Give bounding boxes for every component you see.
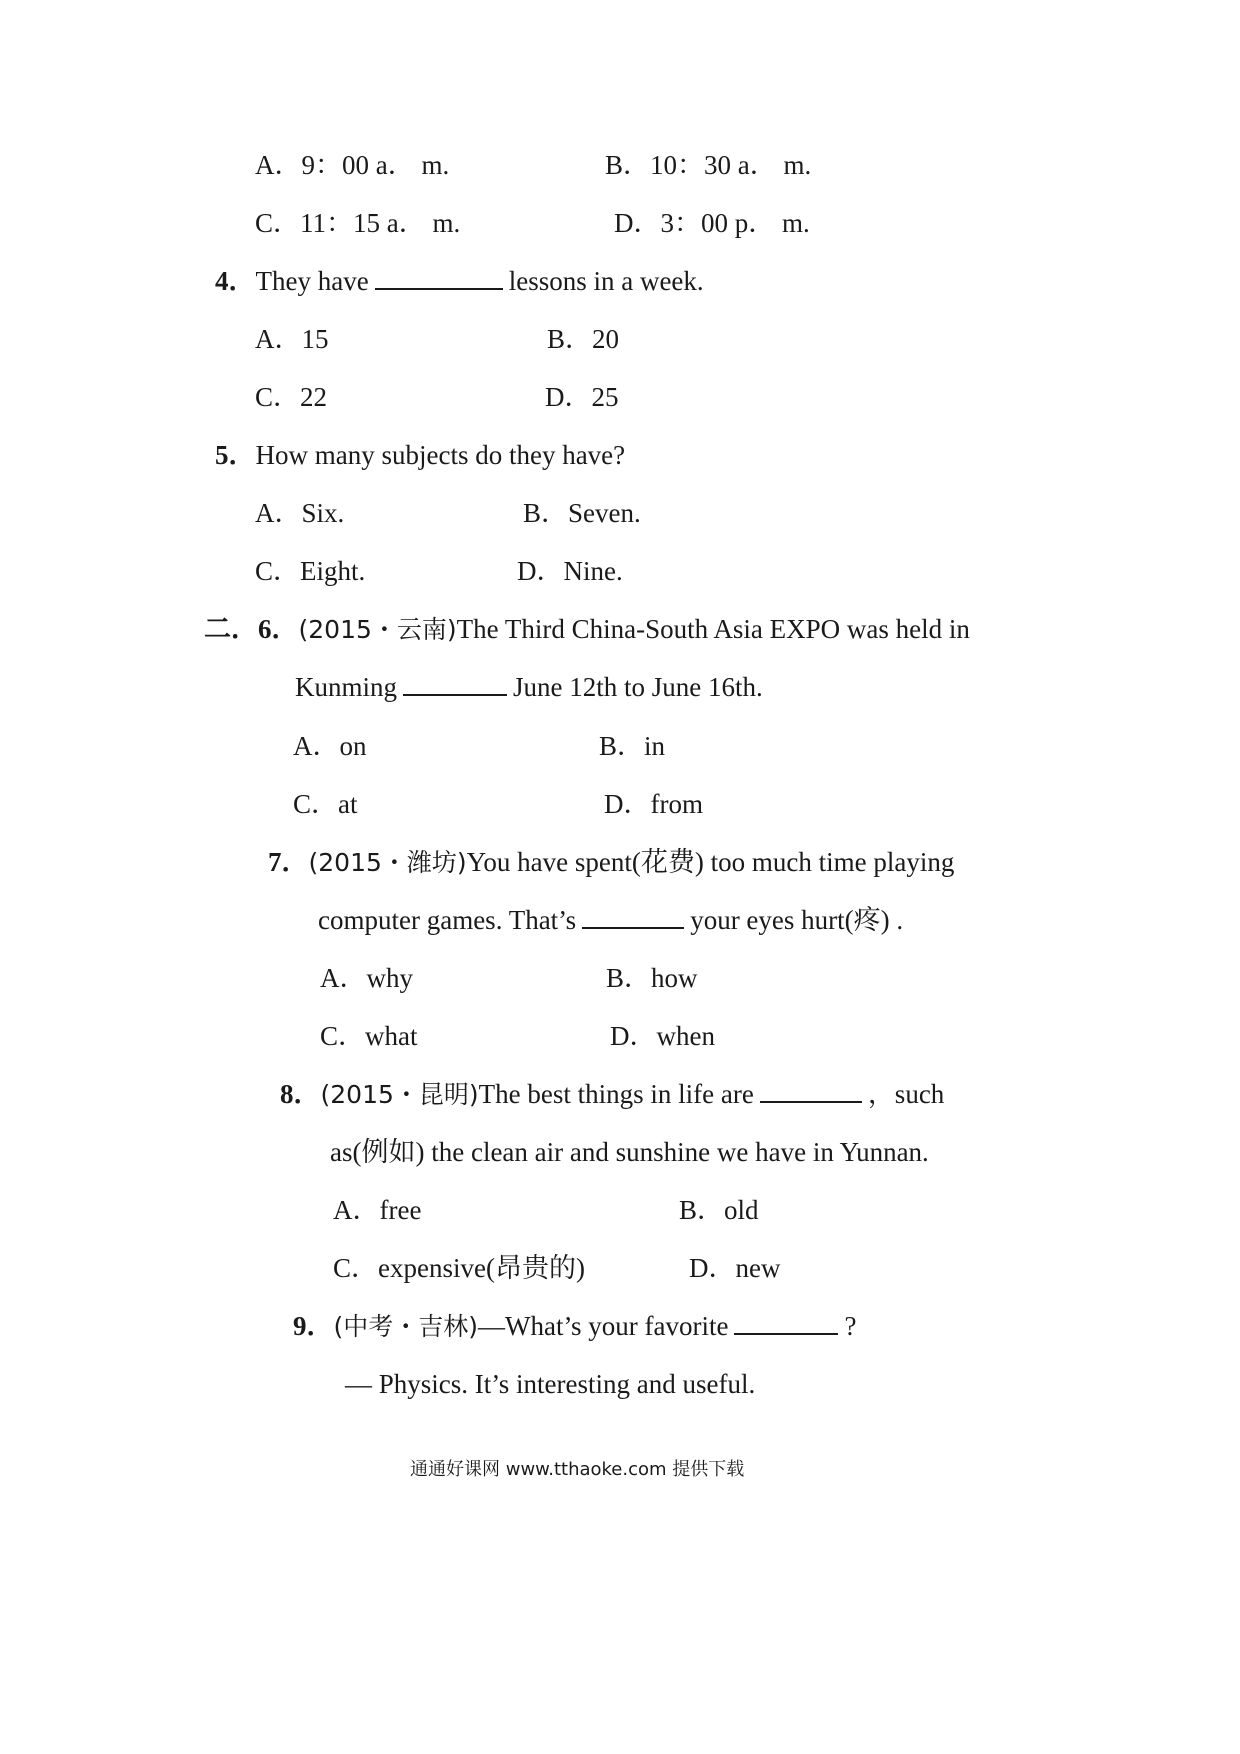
q5-stem [215, 442, 625, 469]
q5-number: 5． [215, 440, 256, 470]
q4-option-c: C．22 [255, 382, 328, 412]
q5-option-c: C．Eight. [255, 556, 366, 586]
q8-line1-pre: The best things in life are [478, 1079, 754, 1109]
q9-line1-post: ? [844, 1311, 857, 1341]
q7-line2-pre: computer games. That’s [318, 905, 577, 935]
q8-option-b: B．old [679, 1195, 759, 1225]
q9-stem-line1 [293, 1313, 856, 1340]
q6-stem-line1 [204, 616, 970, 643]
q5-option-b: B．Seven. [523, 498, 641, 528]
q8-option-c: C．expensive(昂贵的) [333, 1253, 585, 1283]
q8-option-d: D．new [689, 1253, 781, 1283]
q4-option-b: B．20 [547, 324, 620, 354]
q7-option-d: D．when [610, 1021, 715, 1051]
q7-option-a: A．why [320, 963, 413, 993]
q7-option-c: C．what [320, 1021, 418, 1051]
q8-option-a: A．free [333, 1195, 422, 1225]
q7-stem-line2 [318, 907, 903, 934]
q4-stem [215, 268, 704, 295]
q7-number: 7． [268, 847, 309, 877]
q9-line1-pre: —What’s your favorite [478, 1311, 729, 1341]
q5-text: How many subjects do they have? [255, 440, 626, 470]
section-number: 二． [204, 614, 258, 644]
q6-option-b: B．in [599, 731, 666, 761]
q7-blank [582, 907, 684, 929]
q6-number: 6． [258, 614, 299, 644]
q3-option-d: D．3：00 p． m. [614, 208, 810, 238]
q5-option-d: D．Nine. [517, 556, 623, 586]
q7-line1: You have spent(花费) too much time playing [466, 847, 955, 877]
q6-blank [403, 674, 507, 696]
q8-stem-line1 [280, 1081, 944, 1108]
q6-option-d: D．from [604, 789, 703, 819]
q8-blank [760, 1081, 862, 1103]
q3-option-c: C．11：15 a． m. [255, 208, 461, 238]
q3-option-b: B．10：30 a． m. [605, 150, 812, 180]
footer-watermark: 通通好课网 www.tthaoke.com 提供下载 [410, 1459, 745, 1480]
q6-stem-line2 [295, 674, 763, 701]
q4-option-a: A．15 [255, 324, 329, 354]
q7-source: (2015・潍坊) [308, 848, 467, 877]
q6-option-a: A．on [293, 731, 367, 761]
q6-line2-pre: Kunming [295, 672, 398, 702]
q6-source: (2015・云南) [298, 615, 457, 644]
q9-source: (中考・吉林) [333, 1312, 479, 1341]
q4-number: 4． [215, 266, 256, 296]
q9-number: 9． [293, 1311, 334, 1341]
q5-option-a: A．Six. [255, 498, 345, 528]
q6-line1: The Third China-South Asia EXPO was held in [456, 614, 970, 644]
q7-option-b: B．how [606, 963, 698, 993]
q8-line1-post: ，such [867, 1079, 945, 1109]
q3-option-a: A．9：00 a． m. [255, 150, 450, 180]
q9-stem-line2: — Physics. It’s interesting and useful. [345, 1369, 756, 1399]
q9-blank [734, 1313, 838, 1335]
q6-option-c: C．at [293, 789, 358, 819]
q7-line2-post: your eyes hurt(疼) . [690, 905, 904, 935]
q4-option-d: D．25 [545, 382, 619, 412]
q7-stem-line1 [268, 849, 954, 876]
q8-stem-line2: as(例如) the clean air and sunshine we have in Yunnan. [330, 1137, 929, 1167]
q8-number: 8． [280, 1079, 321, 1109]
q4-blank [375, 268, 503, 290]
q8-source: (2015・昆明) [320, 1080, 479, 1109]
q6-line2-post: June 12th to June 16th. [513, 672, 763, 702]
q4-stem-post: lessons in a week. [508, 266, 704, 296]
q4-stem-pre: They have [255, 266, 369, 296]
